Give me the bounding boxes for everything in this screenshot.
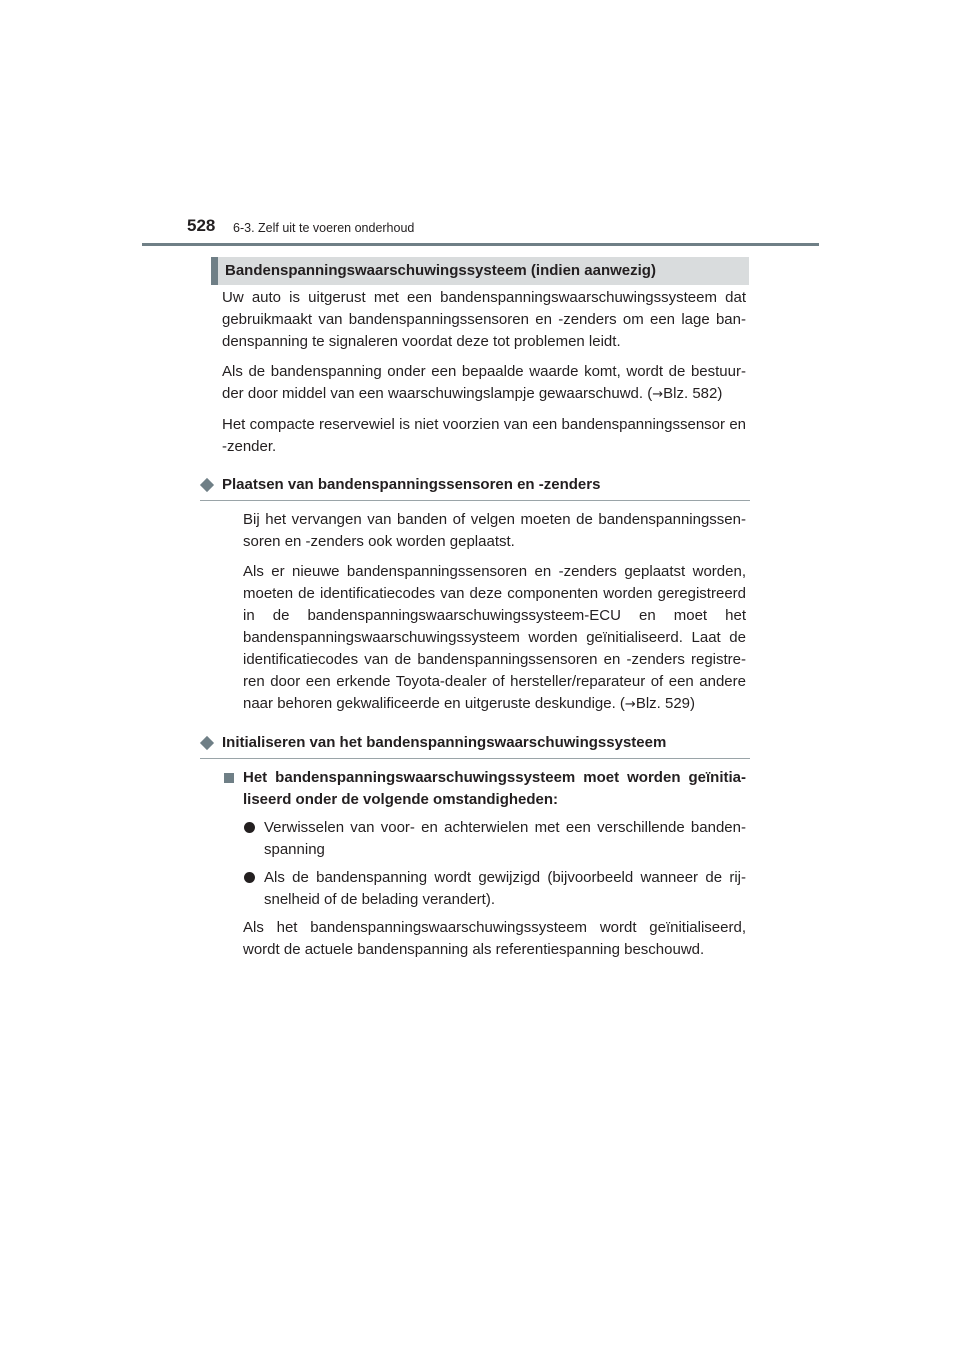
page-reference-link[interactable]: Blz. 582 [663,385,718,402]
page-reference-link[interactable]: Blz. 529 [635,695,691,712]
header-rule [142,243,819,246]
intro-paragraph-3: Het compacte reservewiel is niet voorzien van een bandenspanningssensor en -zender. [222,416,746,455]
initialization-closing [222,917,746,961]
subheading-rule [200,758,750,759]
square-bullet-icon [224,773,234,783]
subheading-text: Plaatsen van bandenspanningssensoren en -zenders [222,476,601,493]
intro-ref-text: Als de bandenspanning onder een bepaalde waarde komt, wordt de bestuurder door middel van een waarschuwingslampje gewaarschuwd. ( [222,363,746,402]
bullet-dot-icon [244,822,255,833]
section-title: Bandenspanningswaarschuwingssysteem (indien aanwezig) [225,262,656,279]
sensor-placement-body [222,509,746,716]
ref-close: ) [717,385,723,402]
diamond-icon [200,478,214,492]
ref-close: ) [690,695,696,712]
chapter-title: 6-3. Zelf uit te voeren onderhoud [233,221,415,235]
intro-paragraph-1: Uw auto is uitgerust met een bandenspanningswaarschuwingssysteem dat gebruikmaakt van bandenspanningssensoren en -zenders om een lage bandenspanning te signaleren voordat deze tot problemen leidt. [222,289,746,350]
page-content [222,287,746,969]
diamond-icon [200,736,214,750]
subheading-rule [200,500,750,501]
page-number: 528 [187,216,216,235]
list-item [222,867,746,911]
sensor-paragraph-1: Bij het vervangen van banden of velgen moeten de bandenspanningssensoren en -zenders ook worden geplaatst. [243,511,746,550]
closing-paragraph: Als het bandenspanningswaarschuwingssysteem wordt geïnitialiseerd, wordt de actuele bandenspanning als referentiespanning beschouwd. [243,919,746,958]
intro-paragraph-2 [222,361,746,406]
sensor-p2-text: Als er nieuwe bandenspanningssensoren en -zenders geplaatst worden, moeten de identificatiecodes van deze componenten worden geregistreerd in de bandenspanningswaarschuwingssysteem-ECU en moet het bandenspanningswaarschuwingssysteem worden geïnitialiseerd. Laat de identificatiecodes van de bandenspanningssensoren en -zenders registreren door een erkende Toyota-dealer of hersteller/reparateur of een andere naar behoren gekwalificeerde en uitgeruste deskundige. ( [243,563,746,712]
list-item-text: Als de bandenspanning wordt gewijzigd (bijvoorbeeld wanneer de rijsnelheid of de belading verandert). [264,869,746,908]
arrow-icon: → [652,387,664,402]
subheading-text: Initialiseren van het bandenspanningswaarschuwingssysteem [222,734,667,751]
section-accent [211,257,218,285]
condition-heading-text: Het bandenspanningswaarschuwingssysteem moet worden geïnitialiseerd onder de volgende omstandigheden: [243,769,746,808]
arrow-icon: → [624,697,636,712]
section-title-bar [211,257,749,285]
list-item [222,817,746,861]
subheading-initialization [200,732,746,757]
bullet-dot-icon [244,872,255,883]
list-item-text: Verwisselen van voor- en achterwielen met een verschillende bandenspanning [264,819,746,858]
sensor-paragraph-2 [243,561,746,716]
subheading-sensor-placement [200,474,746,499]
condition-heading [222,767,746,811]
